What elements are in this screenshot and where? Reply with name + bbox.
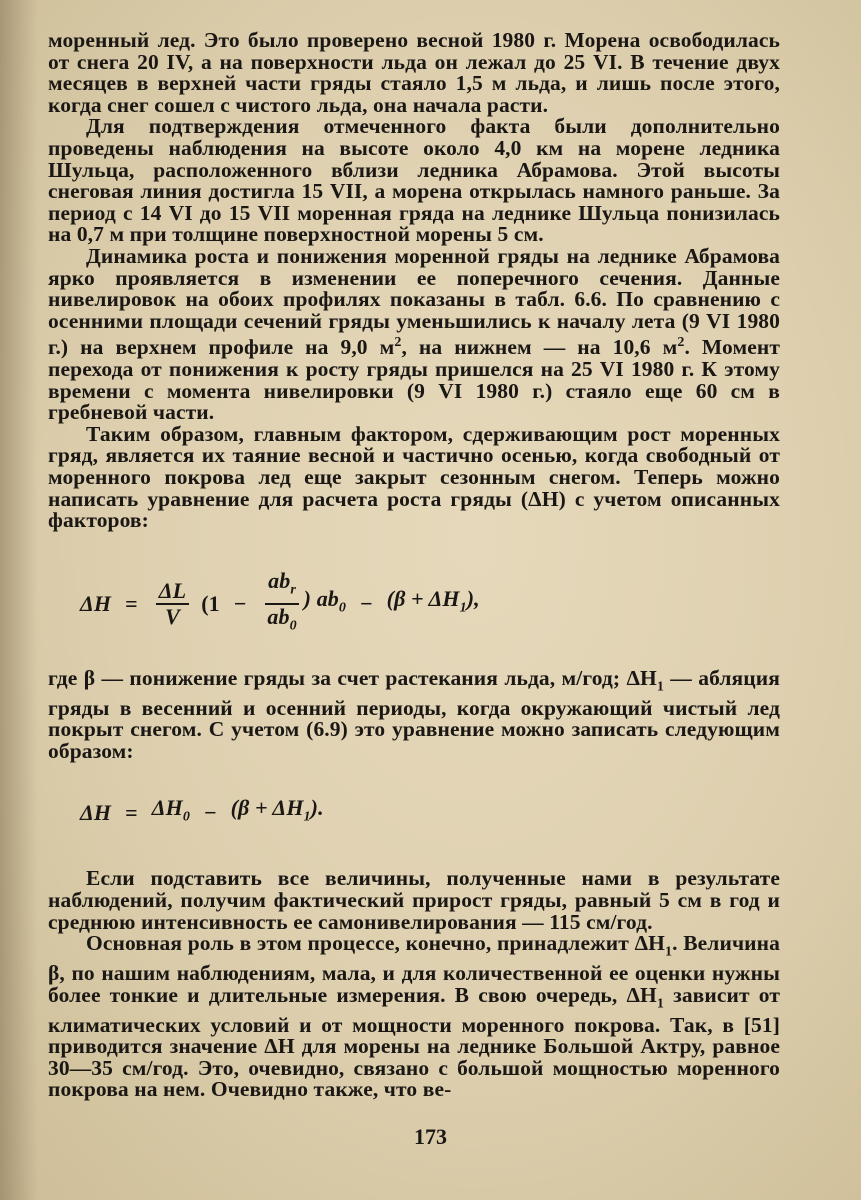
page-gutter-shadow (0, 0, 38, 1200)
paragraph-5: где β — понижение гряды за счет растекания льда, м/год; $\Delta H_1$ — абляция гряды в весенний и осенний периоды, когда окружающий чистый лед покрыт снегом. С учетом (6.9) это уравнение можно записать следующим образом: (48, 665, 780, 763)
paragraph-6: Если подставить все величины, полученные нами в результате наблюдений, получим фактический прирост гряды, равный 5 см в год и среднюю интенсивность ее самонивелирования — 115 см/год. (48, 866, 780, 934)
formula-minus: − (360, 591, 373, 617)
formula-simplified (48, 780, 780, 844)
paragraph-3-part-b: , на нижнем — на 10,6 м (401, 335, 678, 360)
formula-equals: = (125, 799, 138, 825)
superscript-square: 2 (394, 335, 402, 351)
paragraph-1: моренный лед. Это было проверено весной 1980 г. Морена освободилась от снега 20 IV, а на поверхности льда он лежал до 25 VI. В течение двух месяцев в верхней части гряды стаяло 1,5 м льда, и лишь после этого, когда снег сошел с чистого льда, она начала расти. (48, 28, 780, 117)
formula-ab0: ) $ab_0$ (303, 586, 347, 616)
paragraph-4: Таким образом, главным фактором, сдерживающим рост моренных гряд, является их таяние весной и частично осенью, когда свободный от моренного покрова лед еще закрыт сезонным снегом. Теперь можно написать уравнение для расчета роста гряды (ΔH) с учетом описанных факторов: (48, 421, 780, 533)
fraction-numerator: ΔL (156, 579, 189, 605)
paragraph-2: Для подтверждения отмеченного факта были дополнительно проведены наблюдения на высоте около 4,0 км на морене ледника Шульца, расположенного вблизи ледника Абрамова. Этой высоты снеговая линия достигла 15 VII, а морена открылась намного раньше. За период с 14 VI до 15 VII моренная гряда на леднике Шульца понизилась на 0,7 м при толщине поверхностной морены 5 см. (48, 114, 780, 247)
fraction-dl-v (156, 579, 189, 629)
fraction-numerator: $ab_r$ (265, 569, 299, 604)
subscript-1: 1 (665, 944, 673, 960)
formula-growth-equation (48, 568, 780, 636)
formula-paren-open: (1 (201, 591, 220, 617)
paragraph-3-part-a: Динамика роста и понижения моренной гряды на леднике Абрамова ярко проявляется в изменении ее поперечного сечения. Данные нивелировок на обоих профилях показаны в табл. 6.6. По сравнению с осенними площади сечений гряды уменьшились к началу лета (9 VI 1980 г.) на верхнем профиле на 9,0 м (48, 243, 780, 360)
formula-equals: = (125, 591, 138, 617)
subscript-1: 1 (656, 996, 664, 1012)
paragraph-3-part-c: . Момент перехода от понижения к росту гряды пришелся на 25 VI 1980 г. К этому времени с момента нивелировки (9 VI 1980 г.) стаяло еще 60 см в гребневой части. (48, 335, 780, 425)
text-body (48, 30, 780, 1101)
formula-tail: $(\beta + \Delta H_1)$. (230, 794, 324, 825)
formula-minus: − (203, 799, 217, 825)
formula-tail: $(\beta + \Delta H_1)$, (386, 586, 480, 616)
formula-minus: − (233, 591, 247, 617)
page-number: 173 (414, 1124, 447, 1149)
fraction-abr-ab0 (264, 569, 299, 638)
paragraph-7: Основная роль в этом процессе, конечно, принадлежит $\Delta H_1$. Величина β, по нашим наблюдениям, мала, и для количественной ее оценки нужны более тонкие и длительные измерения. В свою очередь, $\Delta H_1$ зависит от климатических условий и от мощности моренного покрова. Так, в [51] приводится значение ΔH для морены на леднике Большой Актру, равное 30—35 см/год. Это, очевидно, связано с большой мощностью моренного покрова на нем. Очевидно также, что ве- (48, 931, 781, 1102)
formula-h0: $\Delta H_0$ (151, 794, 190, 825)
fraction-denominator: V (165, 603, 180, 629)
formula-lhs: ΔH (80, 799, 112, 825)
superscript-square: 2 (677, 335, 685, 351)
fraction-denominator: $ab_0$ (267, 603, 297, 634)
formula-lhs: ΔH (80, 591, 112, 617)
paragraph-3 (48, 243, 780, 425)
subscript-1: 1 (656, 679, 664, 695)
